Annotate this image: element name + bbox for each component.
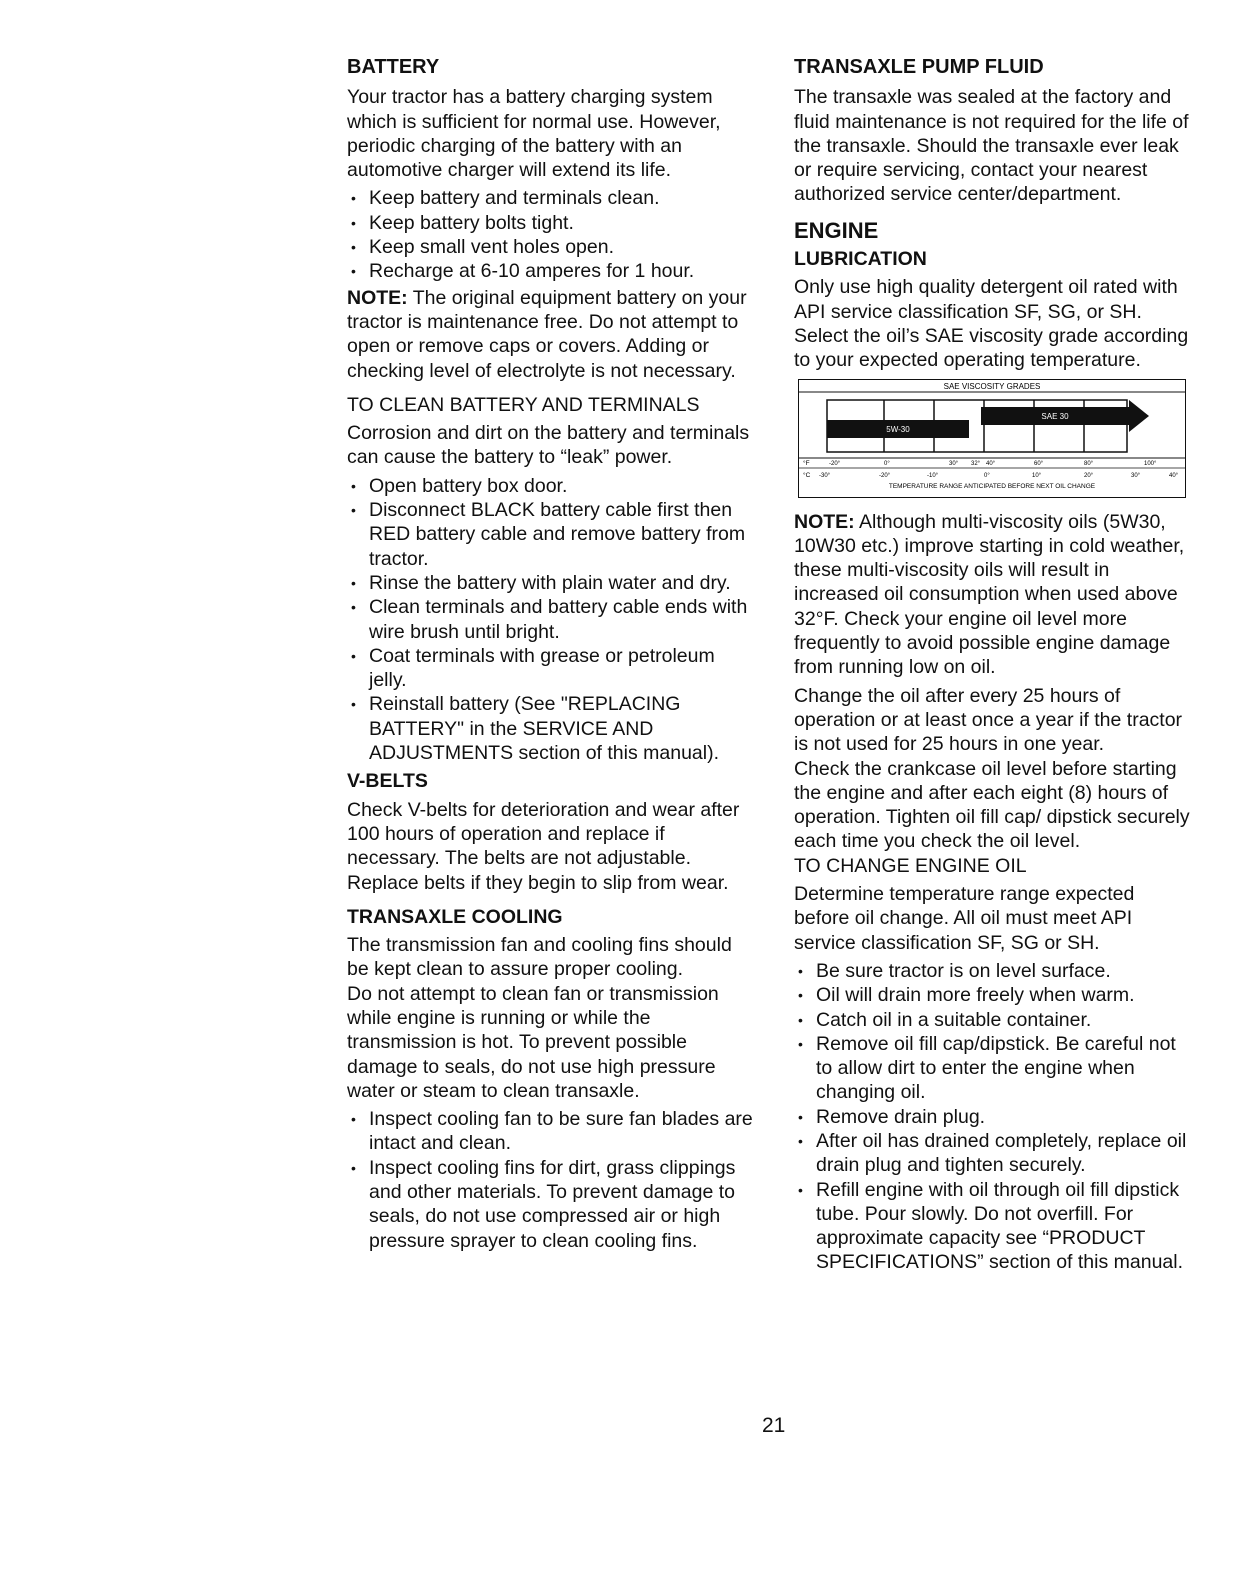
transaxle-cooling-heading: TRANSAXLE COOLING (347, 905, 563, 928)
f-tick: 60° (1034, 460, 1044, 467)
list-item: • Remove oil fill cap/dipstick. Be careful not to allow dirt to enter the engine when changing oil. (794, 1032, 1194, 1105)
bar-sae30-arrow (1129, 400, 1149, 432)
clean-battery-bullets (347, 474, 757, 766)
list-item: • Rinse the battery with plain water and dry. (347, 571, 757, 595)
battery-bullets (347, 186, 757, 283)
f-tick: 100° (1144, 460, 1157, 467)
pump-fluid-heading: TRANSAXLE PUMP FLUID (794, 56, 1044, 78)
lubrication-text: Only use high quality detergent oil rated with API service classification SF, SG, or SH. Select the oil’s SAE viscosity grade according to your expected operating temperature. (794, 276, 1189, 372)
change-oil-intro: Determine temperature range expected before oil change. All oil must meet API service classification SF, SG or SH. (794, 883, 1135, 954)
list-item: • Keep battery and terminals clean. (347, 186, 757, 210)
note-text: Although multi-viscosity oils (5W30, 10W30 etc.) improve starting in cold weather, these multi-viscosity oils will result in increased oil consumption when used above 32°F. Check your engine oil level more frequently to avoid possible engine damage from running low on oil. (794, 510, 1185, 679)
f-tick: 80° (1084, 460, 1094, 467)
vbelts-text: Check V-belts for deterioration and wear after 100 hours of operation and replace if necessary. The belts are not adjustable. Replace belts if they begin to slip from wear. (347, 798, 740, 894)
list-item: • Keep small vent holes open. (347, 235, 757, 259)
chart-title: SAE VISCOSITY GRADES (943, 381, 1041, 391)
check-crankcase: Check the crankcase oil level before starting the engine and after each eight (8) hours of operation. Tighten oil fill cap/ dipstick securely each time you check the oil level. (794, 757, 1190, 853)
list-item: • Keep battery bolts tight. (347, 211, 757, 235)
battery-heading: BATTERY (347, 56, 440, 78)
engine-note (794, 510, 1194, 680)
change-oil-heading: TO CHANGE ENGINE OIL (794, 854, 1027, 877)
c-tick: 30° (1131, 472, 1141, 479)
note-label: NOTE: (794, 510, 855, 533)
list-item: • Be sure tractor is on level surface. (794, 959, 1194, 983)
f-tick: 32° (971, 460, 981, 467)
list-item: • Oil will drain more freely when warm. (794, 983, 1194, 1007)
f-tick: 30° (949, 460, 959, 467)
f-tick: 40° (986, 460, 996, 467)
clean-battery-heading: TO CLEAN BATTERY AND TERMINALS (347, 393, 700, 416)
change-oil-bullets (794, 959, 1194, 1275)
vbelts-heading: V-BELTS (347, 770, 428, 793)
battery-intro: Your tractor has a battery charging system which is sufficient for normal use. However, periodic charging of the battery with an automotive charger will extend its life. (347, 86, 721, 182)
lubrication-heading: LUBRICATION (794, 248, 927, 271)
c-unit: °C (803, 471, 811, 479)
list-item: • Inspect cooling fins for dirt, grass clippings and other materials. To prevent damage to seals, do not use compressed air or high pressure sprayer to clean cooling fins. (347, 1156, 757, 1253)
transaxle-cooling-bullets (347, 1107, 757, 1253)
oil-change-interval: Change the oil after every 25 hours of operation or at least once a year if the tractor is not used for 25 hours in one year. (794, 684, 1183, 756)
right-column (794, 55, 1194, 1277)
list-item: • Disconnect BLACK battery cable first then RED battery cable and remove battery from tractor. (347, 498, 757, 571)
bar-5w30-label: 5W-30 (886, 424, 910, 434)
left-column (347, 55, 757, 1255)
list-item: • Open battery box door. (347, 474, 757, 498)
list-item: • Coat terminals with grease or petroleum jelly. (347, 644, 757, 693)
bar-sae30-label: SAE 30 (1041, 411, 1069, 421)
transaxle-cooling-p1: The transmission fan and cooling fins should be kept clean to assure proper cooling. (347, 934, 732, 981)
c-tick: 10° (1032, 472, 1042, 479)
note-text: The original equipment battery on your tractor is maintenance free. Do not attempt to open or remove caps or covers. Adding or checking level of electrolyte is not necessary. (347, 286, 747, 382)
transaxle-cooling-p2: Do not attempt to clean fan or transmission while engine is running or while the transmission is hot. To prevent possible damage to seals, do not use high pressure water or steam to clean transaxle. (347, 982, 719, 1102)
c-tick: -10° (927, 472, 939, 479)
f-unit: °F (803, 459, 810, 467)
c-tick: 40° (1169, 472, 1179, 479)
page-number: 21 (762, 1414, 786, 1437)
note-label: NOTE: (347, 286, 408, 309)
list-item: • Refill engine with oil through oil fill dipstick tube. Pour slowly. Do not overfill. For approximate capacity see “PRODUCT SPECIFICATIONS” section of this manual. (794, 1178, 1194, 1275)
c-tick: 20° (1084, 472, 1094, 479)
chart-footer: TEMPERATURE RANGE ANTICIPATED BEFORE NEXT OIL CHANGE (888, 482, 1096, 490)
c-tick: 0° (984, 472, 990, 479)
list-item: • Catch oil in a suitable container. (794, 1008, 1194, 1032)
viscosity-chart-graphic (799, 380, 1185, 497)
battery-note (347, 286, 757, 383)
list-item: • Remove drain plug. (794, 1105, 1194, 1129)
list-item: • Inspect cooling fan to be sure fan blades are intact and clean. (347, 1107, 757, 1156)
engine-heading: ENGINE (794, 217, 879, 243)
pump-fluid-text: The transaxle was sealed at the factory and fluid maintenance is not required for the life of the transaxle. Should the transaxle ever leak or require servicing, contact your nearest authorized service center/department. (794, 86, 1189, 206)
clean-battery-intro: Corrosion and dirt on the battery and terminals can cause the battery to “leak” power. (347, 422, 750, 469)
list-item: • Reinstall battery (See "REPLACING BATTERY" in the SERVICE AND ADJUSTMENTS section of this manual). (347, 692, 757, 765)
list-item: • After oil has drained completely, replace oil drain plug and tighten securely. (794, 1129, 1194, 1178)
c-tick: -20° (879, 472, 891, 479)
f-tick: -20° (829, 460, 841, 467)
c-tick: -30° (819, 472, 831, 479)
f-tick: 0° (884, 460, 890, 467)
viscosity-chart (798, 379, 1186, 498)
list-item: • Clean terminals and battery cable ends with wire brush until bright. (347, 595, 757, 644)
list-item: • Recharge at 6-10 amperes for 1 hour. (347, 259, 757, 283)
